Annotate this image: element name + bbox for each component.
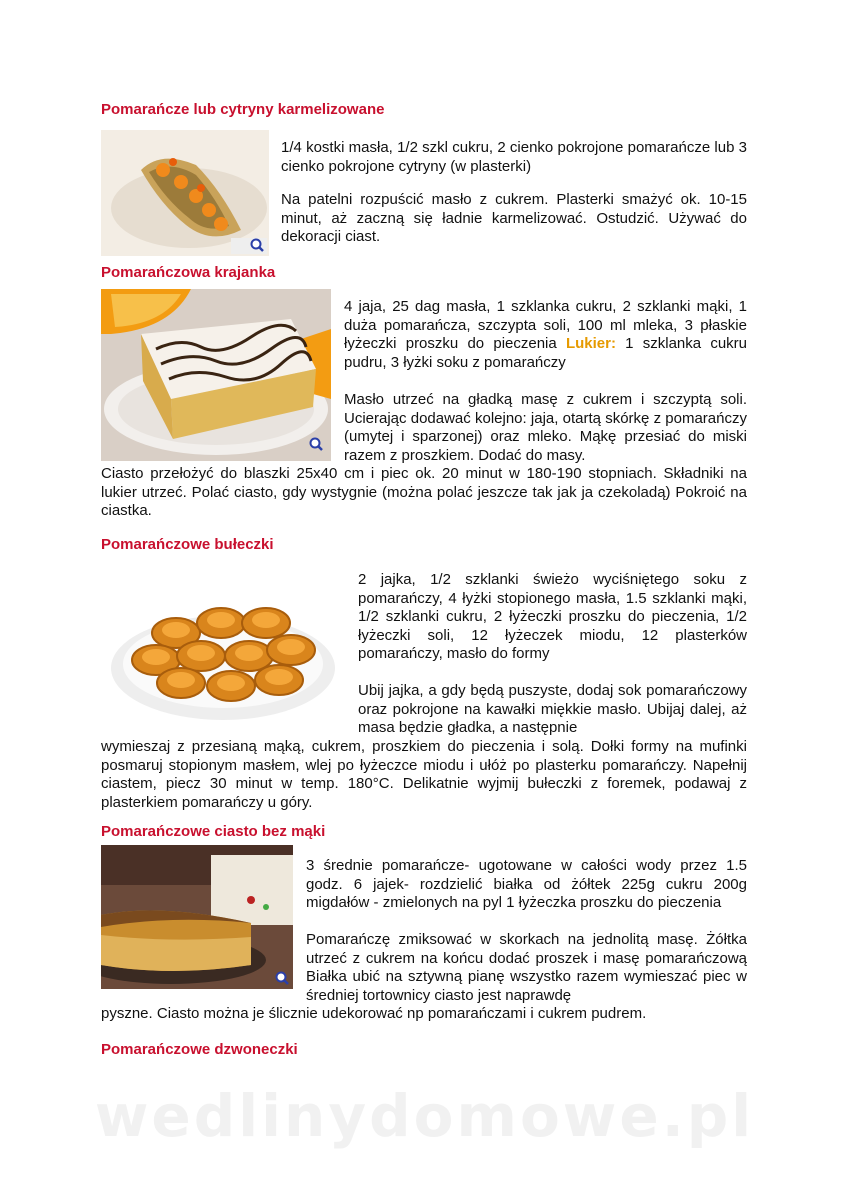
zoom-icon[interactable]: [309, 437, 323, 451]
watermark: wedlinydomowe.pl: [94, 1082, 755, 1150]
recipe-photo-orange-buns: [101, 568, 345, 732]
recipe-photo-caramelized-oranges: [101, 130, 269, 256]
icing-label: Lukier:: [565, 335, 616, 353]
recipe-photo-flourless-cake: [101, 845, 293, 989]
recipe-method: Masło utrzeć na gładką masę z cukrem i szczyptą soli. Ucierając dodawać kolejno: jaja, otartą skórkę z pomarańczy (umytej i sparzonej) oraz mleko. Mąkę przesiać do miski razem z proszkiem. Dodać do masy.: [344, 391, 747, 464]
recipe-photo-orange-bars: [101, 289, 331, 461]
recipe-title: Pomarańczowe bułeczki: [101, 536, 274, 553]
recipe-ingredients: 3 średnie pomarańcze- ugotowane w całości wody przez 1.5 godz. 6 jajek- rozdzielić białka od żółtek 225g cukru 200g migdałów - zmielonych na pyl 1 łyżeczka proszku do pieczenia: [306, 857, 747, 912]
recipe-ingredients: 1/4 kostki masła, 1/2 szkl cukru, 2 cienko pokrojone pomarańcze lub 3 cienko pokrojone cytryny (w plasterki): [281, 139, 747, 175]
recipe-title: Pomarańczowe ciasto bez mąki: [101, 823, 326, 840]
recipe-method-continued: Ciasto przełożyć do blaszki 25x40 cm i piec ok. 20 minut w 180-190 stopniach. Składniki na lukier utrzeć. Polać ciasto, gdy wystygnie (można polać jeszcze tak jak ja czekoladą) Pokroić na ciastka.: [101, 465, 747, 520]
recipe-ingredients: 2 jajka, 1/2 szklanki świeżo wyciśniętego soku z pomarańczy, 4 łyżki stopionego masła, 1.5 szklanki mąki, 1/2 szklanki cukru, 2 łyżeczki proszku do pieczenia, 1/2 łyżeczki soli, 12 łyżeczek miodu, 12 plasterków pomarańczy, masło do formy: [358, 571, 747, 663]
recipe-title: Pomarańczowe dzwoneczki: [101, 1041, 298, 1058]
recipe-method: Pomarańczę zmiksować w skorkach na jednolitą masę. Żółtka utrzeć z cukrem na końcu dodać proszek i masę pomarańczową Białka ubić na sztywną pianę wszystko razem wymieszać piec w średniej tortownicy ciasto jest naprawdę: [306, 931, 747, 1004]
zoom-icon[interactable]: [275, 971, 289, 985]
recipe-title: Pomarańcze lub cytryny karmelizowane: [101, 101, 385, 118]
recipe-method: Na patelni rozpuścić masło z cukrem. Plasterki smażyć ok. 10-15 minut, aż zaczną się ładnie karmelizować. Ostudzić. Używać do dekoracji ciast.: [281, 191, 747, 246]
recipe-method-continued: pyszne. Ciasto można je ślicznie udekorować np pomarańczami i cukrem pudrem.: [101, 1005, 647, 1022]
recipe-ingredients: 4 jaja, 25 dag masła, 1 szklanka cukru, 2 szklanki mąki, 1 duża pomarańcza, szczypta soli, 100 ml mleka, 3 płaskie łyżeczki proszku do pieczenia Lukier: 1 szklanka cukru pudru, 3 łyżki soku z pomarańczy: [344, 298, 747, 371]
recipe-method-continued: wymieszaj z przesianą mąką, cukrem, proszkiem do pieczenia i solą. Dołki formy na mufinki posmaruj stopionym masłem, wlej po łyżeczce miodu i ułóż po plasterku pomarańczy. Napełnij ciastem, piecz 30 minut w temp. 180°C. Delikatnie wyjmij bułeczki z foremek, podawaj z plasterkiem pomarańczy u góry.: [101, 738, 747, 811]
zoom-icon[interactable]: [250, 238, 264, 252]
recipe-method: Ubij jajka, a gdy będą puszyste, dodaj sok pomarańczowy oraz pokrojone na kawałki miękkie masło. Ubijaj dalej, aż masa będzie gładka, a następnie: [358, 682, 747, 737]
recipe-title: Pomarańczowa krajanka: [101, 264, 276, 281]
